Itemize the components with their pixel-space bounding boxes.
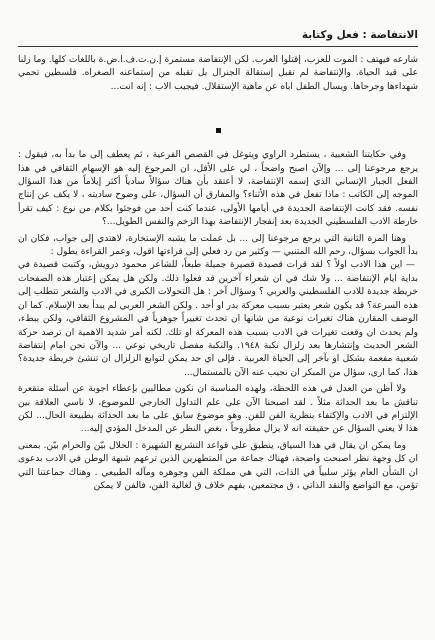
section-title: الانتفاضة : فعل وكتابة xyxy=(301,29,418,41)
article-body xyxy=(18,54,418,496)
article-paragraph: — اين هذا الادب اولاً ؟ لقد قرات قصيدة قصيرة جميلة طبعاً، للشاعر محمود درويش، وكتبت قصيدة في بداية ايام الإنتفاضة ... ولا شك في ان شعراء آخرين قد فعلوا ذلك. ولكن هل يمكن إعتبار هذه الصفحات خريطة جديدة للادب الفلسطيني والعربي ؟ وسؤال آخر : هل التحولات الكبرى في الادب والشعر تتطلب إلى هذه السرعة؟ قد يكون شعر يعتبر بسبب معركة بدر او أحد . ولكن الشعر العربي لم يبدأ بعد الإسلام. كما ان الوصف المقارن هناك تغيرات نوعية من شانها ان تحدث تغييراً جوهرياً في المشروع الثقافي، ولكن ببطء، ولم يحدث ان وقعت تغيرات في الادب بسبب هذه المعركة او تلك. لكنه أمر شديد الاهمية ان ترصد حركة الشعر الحديث وإنتشارها بعد زلزال نكبة ١٩٤٨. والنكبة مفصل تاريخي نوعي ... والآن نحن امام إنتفاضة شعبية مفعمة بشكل او بآخر إلى الحياة العربية . فإلى اي حد يمكن لتوابع الزلزال ان تنشئ خريطة جديدة؟ هذا، كما ارى، سؤال من المبكر ان نجيب عنه الآن بالمستمال... xyxy=(18,260,418,378)
page-header xyxy=(18,24,418,47)
article-paragraph: وفي حكايتنا الشعبية ، يستطرد الراوي ويتوغل في القصص الفرعية ، ثم يعطف إلى ما بدأ به، فيقول : يرجع مرجوعنا إلى ... وإلآن اصبح واضحاً ، لي على الأقل، ان المرجوع إليه هو الإسهام الثقافي في هذا الفعل الجبار الإنساني الذي إسمه الإنتفاضة، لا أعتقد بأن هناك سؤالاً سادياً أكثر إيلاماً من هذا السؤال الموجه إلى الكاتب : ماذا تفعل في هذه الأثناء؟ والمفارق أن السؤال، على وضوح ساديته ، لا يكف عن إنتاج نفسه. فقد كانت الإنتفاضة الجديدة في أيامها الأولى، عندما كنت أحد من فوجئوا بكلام من نوع : كيف تقرأ خارطة الادب الفلسطيني الجديدة بعد إنفجار الإنتفاضة بهذا الزخم والنفس الطويل...؟ xyxy=(18,150,418,228)
article-paragraph: وهنا المرة الثانية التي يرجع مرجوعنا إلى ... بل عملت ما يشبه الإستخارة، لاهتدي إلى جواب، فكان ان بدأ الجواب بسؤال، رحم الله المتنبي — وكثير من رد فعلي إلى قراءتها اقول، وعمر القراءة يطول : xyxy=(18,233,418,258)
article-paragraph: ولا أظن من العدل في هذه اللحظة، ولهذه المناسبة ان نكون مطالبين بإعطاء اجوبة عن أسئلة متقعرة تناقش ما بعد الحداثة مثلاً . لقد اصبحنا الآن على علم التداول الخارجي للموضوع، لا ناسي العلاقة بين الإلتزام في الادب والإكتفاء بنظرية الفن للفن. وهو موضوع سابق على ما بعد الحداثة بطبيعة الحال... لكن هذا لا يعني السؤال عن حقيقته انه لا يزال مطروحاً ، بغض النظر عن المدخل المؤدي إليه... xyxy=(18,384,418,435)
article-paragraph: وما يمكن ان يقال في هذا السياق، ينطبق على قواعد التشريع الشهيرة : الحلال بيّن والحرام بيّن. بمعنى ان كل وجهة نظر اصبحت واضحة، فهناك جماعة من المتطهرين الذين ترعهم شبهة الوطن في الادب بدعوى ان الشأن العام يؤثر سلبياً في الذات، التي هي مملكة الفن وجوهره ومآله الطبيعي . وهناك جماعتنا التي تؤمن، مع التواضع والنقد الذاتي ، ق مجتمعين، بفهم خلاف ق لغالية الفن، فالفن لا يمكن xyxy=(18,440,418,491)
square-icon xyxy=(216,128,221,133)
section-separator xyxy=(18,128,418,133)
article-paragraph: شارعه فيهتف : الموت للعرب، إقتلوا العرب. لكن الإنتفاضة مستمرة إ.ن.ت.ف.ا.ض.ة باللغات كلها. وما زلنا على قيد الحياة. والإنتفاضة لم تقبل إستقالة الجنرال بل تقبله من إستماعنه الصغراه. فلسطين تحمي شهداءها وجرحاها. ويسال الطفل اباه عن ماهية الإستقلال. فيجيب الاب : إنه انت... xyxy=(18,55,418,92)
